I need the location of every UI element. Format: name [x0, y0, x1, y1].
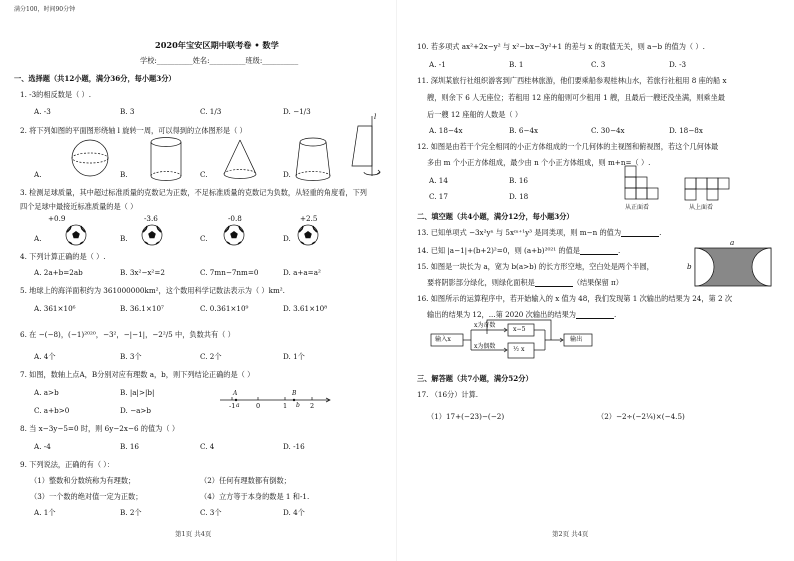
q10-option-a: A. -1	[429, 60, 446, 69]
q9-option-b: B. 2个	[120, 508, 142, 517]
q17-stem: 17. （16分）计算.	[417, 390, 479, 399]
student-info-line: 学校:__________姓名:__________班级:__________	[140, 56, 299, 65]
q7-value-a-label: a	[236, 402, 240, 409]
q7-point-b-label: B	[292, 390, 297, 397]
q16-text: 输出的结果为 12，...第 2020 次输出的结果为	[427, 310, 576, 319]
q7-option-b: B. |a|>|b|	[120, 388, 155, 397]
section-2-heading: 二、填空题（共4小题，满分12分，每小题3分）	[417, 212, 574, 221]
q9-statement-2: （2）任何有理数都有倒数；	[200, 476, 291, 485]
q1-option-c: C. 1/3	[200, 107, 222, 116]
flow-even-label: x为偶数	[474, 343, 496, 350]
q4-option-a: A. 2a+b=2ab	[34, 268, 83, 277]
q12-option-c: C. 17	[429, 192, 448, 201]
front-view-label: 从正面看	[625, 204, 650, 211]
q8-option-a: A. -4	[34, 442, 51, 451]
q10-option-c: C. 3	[591, 60, 606, 69]
q2-option-b: B.	[120, 170, 128, 179]
q3-ball-a-label: +0.9	[48, 214, 66, 223]
flow-odd-operation: x−5	[513, 326, 526, 333]
section-3-heading: 三、解答题（共7小题，满分52分）	[417, 374, 533, 383]
q3-option-b: B.	[120, 234, 128, 243]
q7-point-a-label: A	[233, 390, 238, 397]
q1-stem: 1. -3的相反数是（ ）.	[20, 90, 92, 99]
q11-option-d: D. 18−8x	[669, 126, 703, 135]
q10-option-b: B. 1	[509, 60, 524, 69]
q8-option-d: D. -16	[283, 442, 305, 451]
q16-flowchart	[397, 0, 794, 561]
q14-stem: 14. 已知 |a−1|+(b+2)²=0，则 (a+b)²⁰²¹ 的值是 .	[417, 246, 621, 255]
q3-stem-2: 四个足球中最接近标准质量的是（ ）	[20, 202, 138, 211]
q11-stem-2: 艘，则余下 6 人无座位；若租用 12 座的船则可少租用 1 艘，且最后一艘还没坐满，则乘坐最	[427, 93, 725, 102]
q3-ball-c-label: -0.8	[228, 214, 242, 223]
top-view-label: 从上面看	[689, 204, 714, 211]
q3-ball-b-label: -3.6	[144, 214, 158, 223]
q4-option-d: D. a+a=a²	[283, 268, 321, 277]
q1-option-d: D. −1/3	[283, 107, 311, 116]
exam-title: 2020年宝安区期中联考卷 • 数学	[155, 40, 279, 50]
q12-option-d: D. 18	[509, 192, 529, 201]
q9-statement-3: （3）一个数的绝对值一定为正数；	[30, 492, 143, 501]
q8-option-b: B. 16	[120, 442, 139, 451]
q2-option-c: C.	[200, 170, 208, 179]
page-2	[397, 0, 794, 561]
q6-option-b: B. 3个	[120, 352, 142, 361]
q7-tick-0: 0	[256, 402, 261, 410]
q5-option-b: B. 36.1×10⁷	[120, 304, 164, 313]
q3-option-a: A.	[34, 234, 42, 243]
flow-input-box: 输入x	[435, 336, 451, 343]
q7-tick-neg1: -1	[229, 402, 236, 410]
q3-ball-d-label: +2.5	[300, 214, 318, 223]
flow-odd-label: x为奇数	[474, 322, 496, 329]
q4-option-c: C. 7mn−7nm=0	[200, 268, 259, 277]
q12-stem: 12. 如图是由若干个完全相同的小正方体组成的一个几何体的主视图和俯视图，若这个几何体最	[417, 142, 719, 151]
page-divider	[396, 0, 397, 561]
q15-line-1: 15. 如图是一块长为 a，宽为 b(a>b) 的长方形空地，空白处是两个半圆，	[417, 262, 654, 271]
q7-option-a: A. a>b	[34, 388, 59, 397]
q7-tick-1: 1	[283, 402, 288, 410]
q15-label-a: a	[730, 238, 735, 247]
q15-text: 要将阴影部分绿化，则绿化面积是	[427, 278, 535, 287]
q3-option-d: D.	[283, 234, 291, 243]
q5-stem: 5. 地球上的海洋面积约为 361000000km²，这个数用科学记数法表示为（ ）km².	[20, 286, 285, 295]
q8-stem: 8. 当 x−3y−5=0 时，则 6y−2x−6 的值为（ ）	[20, 424, 180, 433]
q9-option-a: A. 1个	[34, 508, 56, 517]
q2-axis-label: l	[374, 112, 377, 121]
q5-option-d: D. 3.61×10⁸	[283, 304, 328, 313]
q7-value-b-label: b	[296, 402, 300, 409]
q5-option-c: C. 0.361×10⁹	[200, 304, 249, 313]
section-1-heading: 一、选择题（共12小题，满分36分，每小题3分）	[14, 74, 176, 83]
q12-option-b: B. 16	[509, 176, 528, 185]
page-2-footer: 第2页 共4页	[552, 530, 589, 538]
q17-part-2: （2）−2÷(−2¼)×(−4.5)	[597, 412, 685, 421]
q12-option-a: A. 14	[429, 176, 448, 185]
q7-stem: 7. 如图，数轴上点A，B分别对应有理数 a，b，则下列结论正确的是（ ）	[20, 370, 255, 379]
page-1-footer: 第1页 共4页	[175, 530, 212, 538]
q6-option-c: C. 2个	[200, 352, 222, 361]
q7-option-c: C. a+b>0	[34, 406, 70, 415]
q2-option-a: A.	[34, 170, 42, 179]
q14-text: 14. 已知 |a−1|+(b+2)²=0，则 (a+b)²⁰²¹ 的值是	[417, 246, 580, 255]
q1-option-a: A. -3	[34, 107, 51, 116]
q1-option-b: B. 3	[120, 107, 135, 116]
q16-line-2: 输出的结果为 12，...第 2020 次输出的结果为 .	[427, 310, 617, 319]
q8-option-c: C. 4	[200, 442, 215, 451]
q7-option-d: D. −a>b	[120, 406, 152, 415]
q2-stem: 2. 将下列如图的平面图形绕轴 l 旋转一周，可以得到的立体图形是（ ）	[20, 126, 247, 135]
q3-option-c: C.	[200, 234, 208, 243]
q2-option-d: D.	[283, 170, 291, 179]
q17-part-1: （1）17+(−23)−(−2)	[427, 412, 505, 421]
q9-stem: 9. 下列说法，正确的有（ ）：	[20, 460, 115, 469]
q4-option-b: B. 3x²−x²=2	[120, 268, 165, 277]
q16-line-1: 16. 如图所示的运算程序中，若开始输入的 x 值为 48，我们发现第 1 次输出的结果为 24，第 2 次	[417, 294, 733, 303]
header-note: 满分100，时间90分钟	[14, 6, 76, 13]
q13-stem: 13. 已知单项式 −3x²yⁿ 与 5xᵐ⁺¹y³ 是同类项，则 m−n 的值为 .	[417, 228, 662, 237]
q11-option-b: B. 6−4x	[509, 126, 539, 135]
q10-option-d: D. -3	[669, 60, 687, 69]
q13-text: 13. 已知单项式 −3x²yⁿ 与 5xᵐ⁺¹y³ 是同类项，则 m−n 的值为	[417, 228, 622, 237]
q6-option-d: D. 1个	[283, 352, 305, 361]
q9-option-c: C. 3个	[200, 508, 222, 517]
q5-option-a: A. 361×10⁶	[34, 304, 76, 313]
q4-stem: 4. 下列计算正确的是（ ）.	[20, 252, 106, 261]
q9-statement-4: （4）立方等于本身的数是 1 和-1.	[200, 492, 310, 501]
q6-option-a: A. 4个	[34, 352, 56, 361]
q3-stem: 3. 检测足球质量，其中超过标准质量的克数记为正数，不足标准质量的克数记为负数，从轻重的角度看，下列	[20, 188, 367, 197]
flow-output-box: 输出	[570, 336, 583, 343]
q12-stem-2: 多由 m 个小正方体组成，最少由 n 个小正方体组成，则 m+n=（ ）.	[427, 158, 651, 167]
q15-label-b: b	[687, 262, 692, 271]
q7-tick-2: 2	[310, 402, 315, 410]
q11-stem: 11. 深圳某旅行社组织游客到广西桂林旅游，他们要乘船参观桂林山水，若旅行社租用 8 座的船 x	[417, 76, 727, 85]
q6-stem: 6. 在 −(−8)，(−1)²⁰²⁰，−3²，−|−1|，−2²/5 中，负数共有（ ）	[20, 330, 235, 339]
q15-note: （结果保留 π）	[572, 278, 623, 287]
q9-statement-1: （1）整数和分数统称为有理数；	[30, 476, 136, 485]
q10-stem: 10. 若多项式 ax²+2x−y² 与 x²−bx−3y²+1 的差与 x 的取值无关，则 a−b 的值为（ ）.	[417, 42, 705, 51]
q11-option-c: C. 30−4x	[591, 126, 625, 135]
q11-stem-3: 后一艘 12 座船的人数是（ ）	[427, 110, 523, 119]
flow-even-operation: ½ x	[513, 346, 525, 353]
q9-option-d: D. 4个	[283, 508, 305, 517]
q11-option-a: A. 18−4x	[429, 126, 463, 135]
